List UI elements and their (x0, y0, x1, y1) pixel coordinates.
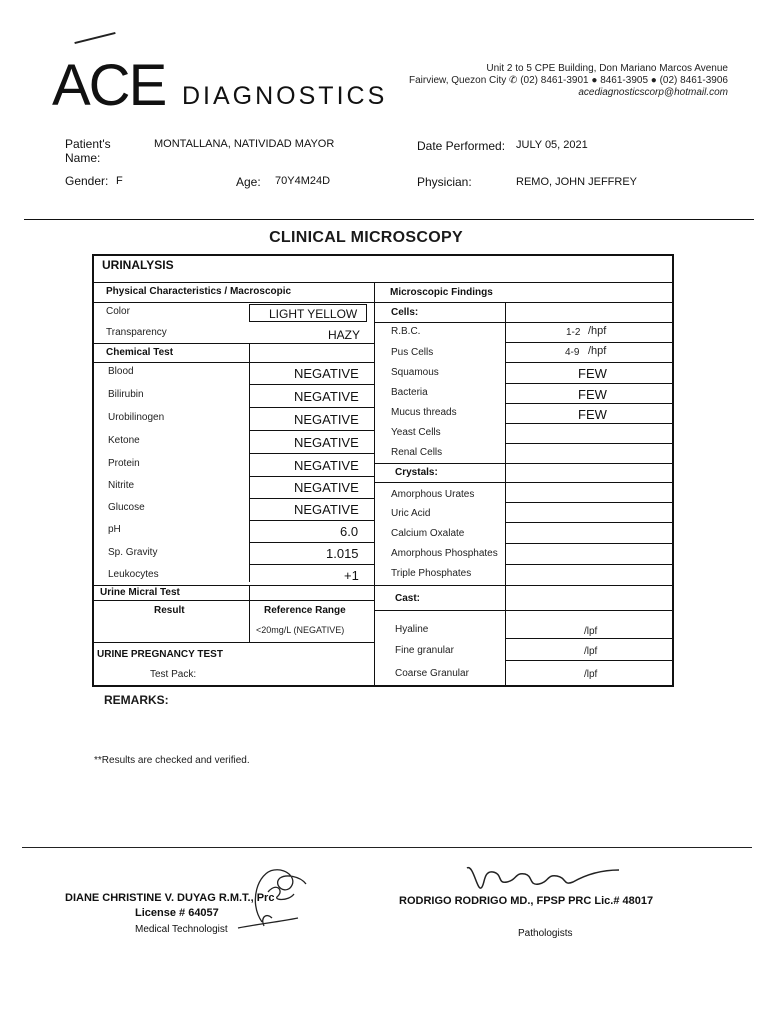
pathologist-signature-icon (463, 860, 623, 894)
header-divider (24, 219, 754, 220)
physical-heading: Physical Characteristics / Macroscopic (106, 286, 292, 297)
coarse-granular-unit: /lpf (584, 669, 598, 680)
sp-gravity-label: Sp. Gravity (108, 547, 158, 558)
squamous-label: Squamous (391, 367, 439, 378)
row-divider (374, 463, 672, 464)
amorphous-urates-label: Amorphous Urates (391, 489, 475, 500)
patient-name-label-2: Name: (65, 151, 101, 165)
row-divider (505, 660, 672, 661)
age-label: Age: (236, 175, 261, 189)
patient-name: MONTALLANA, NATIVIDAD MAYOR (154, 138, 335, 150)
urobilinogen-label: Urobilinogen (108, 412, 165, 423)
ph-value: 6.0 (340, 524, 359, 539)
blood-label: Blood (108, 366, 134, 377)
glucose-value: NEGATIVE (294, 502, 359, 517)
row-divider (374, 322, 672, 323)
clinic-email: acediagnosticscorp@hotmail.com (578, 87, 728, 98)
cell-divider (249, 343, 250, 362)
rbc-label: R.B.C. (391, 326, 421, 337)
leukocytes-label: Leukocytes (108, 569, 159, 580)
pen-mark (74, 32, 115, 44)
nitrite-label: Nitrite (108, 480, 135, 491)
date-label: Date Performed: (417, 139, 506, 153)
yeast-label: Yeast Cells (391, 427, 441, 438)
row-divider (249, 564, 374, 565)
physician-label: Physician: (417, 175, 472, 189)
row-divider (249, 453, 374, 454)
medtech-license: License # 64057 (135, 907, 219, 919)
row-divider (374, 610, 672, 611)
physician-value: REMO, JOHN JEFFREY (516, 176, 638, 188)
medtech-name: DIANE CHRISTINE V. DUYAG R.M.T., Prc (65, 892, 275, 904)
pus-cells-unit: /hpf (588, 345, 607, 357)
row-divider (94, 642, 374, 643)
age-value: 70Y4M24D (275, 175, 331, 187)
row-divider (374, 585, 672, 586)
pregnancy-test-pack-label: Test Pack: (150, 669, 197, 680)
row-divider (94, 343, 374, 344)
renal-label: Renal Cells (391, 447, 443, 458)
patient-name-label-1: Patient's (65, 137, 111, 151)
micro-heading: Microscopic Findings (390, 287, 493, 298)
gender-label: Gender: (65, 174, 109, 188)
pregnancy-heading: URINE PREGNANCY TEST (97, 649, 223, 660)
address-line-1: Unit 2 to 5 CPE Building, Don Mariano Marcos Avenue (486, 63, 728, 74)
rbc-value: 1-2 (566, 327, 581, 338)
row-divider (94, 282, 672, 283)
pathologist-title: Pathologists (518, 928, 573, 939)
row-divider (505, 383, 672, 384)
row-divider (94, 302, 672, 303)
gender-value: F (116, 175, 123, 187)
protein-value: NEGATIVE (294, 458, 359, 473)
pathologist-name: RODRIGO RODRIGO MD., FPSP PRC Lic.# 48017 (399, 895, 654, 907)
row-divider (249, 384, 374, 385)
row-divider (249, 542, 374, 543)
hyaline-label: Hyaline (395, 624, 429, 635)
urinalysis-heading: URINALYSIS (102, 258, 174, 272)
verified-note: **Results are checked and verified. (94, 755, 250, 766)
row-divider (505, 502, 672, 503)
row-divider (505, 342, 672, 343)
chemical-heading: Chemical Test (106, 347, 174, 358)
blood-value: NEGATIVE (294, 366, 359, 381)
sp-gravity-value: 1.015 (326, 546, 359, 561)
glucose-label: Glucose (108, 502, 145, 513)
transparency-label: Transparency (106, 327, 167, 338)
chemical-value-divider (249, 362, 250, 582)
calcium-oxalate-label: Calcium Oxalate (391, 528, 465, 539)
report-title: CLINICAL MICROSCOPY (269, 229, 463, 246)
leukocytes-value: +1 (344, 568, 359, 583)
row-divider (505, 443, 672, 444)
pus-cells-value: 4-9 (565, 347, 580, 358)
pus-cells-label: Pus Cells (391, 347, 434, 358)
row-divider (249, 476, 374, 477)
patient-name-label (65, 137, 111, 165)
row-divider (249, 407, 374, 408)
row-divider (505, 362, 672, 363)
footer-divider (22, 847, 752, 848)
ketone-value: NEGATIVE (294, 435, 359, 450)
color-label: Color (106, 306, 130, 317)
bilirubin-value: NEGATIVE (294, 389, 359, 404)
column-divider-center (374, 282, 375, 687)
crystals-heading: Crystals: (395, 467, 438, 478)
cell-divider (249, 585, 250, 642)
row-divider (505, 564, 672, 565)
urobilinogen-value: NEGATIVE (294, 412, 359, 427)
results-table (92, 254, 674, 687)
row-divider (94, 585, 374, 586)
micral-ref-value: <20mg/L (NEGATIVE) (256, 625, 345, 635)
micral-heading: Urine Micral Test (100, 587, 180, 598)
amorphous-phosphates-label: Amorphous Phosphates (391, 548, 498, 559)
address-line-2: Fairview, Quezon City ✆ (02) 8461-3901 ● 8461-3905 ● (02) 8461-3906 (409, 75, 728, 86)
cast-heading: Cast: (395, 593, 421, 604)
clinic-address (409, 63, 728, 99)
row-divider (505, 522, 672, 523)
date-value: JULY 05, 2021 (516, 139, 588, 151)
transparency-value: HAZY (328, 328, 361, 342)
rbc-unit: /hpf (588, 325, 607, 337)
row-divider (249, 498, 374, 499)
coarse-granular-label: Coarse Granular (395, 668, 469, 679)
squamous-value: FEW (578, 366, 607, 381)
bilirubin-label: Bilirubin (108, 389, 144, 400)
medtech-title: Medical Technologist (135, 924, 228, 935)
bacteria-label: Bacteria (391, 387, 428, 398)
row-divider (249, 430, 374, 431)
hyaline-unit: /lpf (584, 626, 598, 637)
row-divider (505, 543, 672, 544)
cells-heading: Cells: (391, 307, 419, 318)
remarks-label: REMARKS: (104, 693, 169, 707)
micral-ref-label: Reference Range (264, 605, 346, 616)
row-divider (94, 600, 374, 601)
micral-result-label: Result (154, 605, 185, 616)
fine-granular-label: Fine granular (395, 645, 454, 656)
row-divider (94, 362, 374, 363)
mucus-value: FEW (578, 407, 607, 422)
bacteria-value: FEW (578, 387, 607, 402)
uric-acid-label: Uric Acid (391, 508, 431, 519)
row-divider (249, 520, 374, 521)
row-divider (505, 423, 672, 424)
row-divider (505, 403, 672, 404)
row-divider (374, 482, 672, 483)
logo-diagnostics: DIAGNOSTICS (182, 82, 388, 110)
micro-value-divider (505, 302, 506, 687)
color-value: LIGHT YELLOW (269, 307, 358, 321)
mucus-label: Mucus threads (391, 407, 457, 418)
protein-label: Protein (108, 458, 140, 469)
logo-ace: ACE (52, 53, 166, 118)
fine-granular-unit: /lpf (584, 646, 598, 657)
nitrite-value: NEGATIVE (294, 480, 359, 495)
ph-label: pH (108, 524, 121, 535)
ketone-label: Ketone (108, 435, 140, 446)
triple-phosphates-label: Triple Phosphates (391, 568, 472, 579)
row-divider (505, 638, 672, 639)
